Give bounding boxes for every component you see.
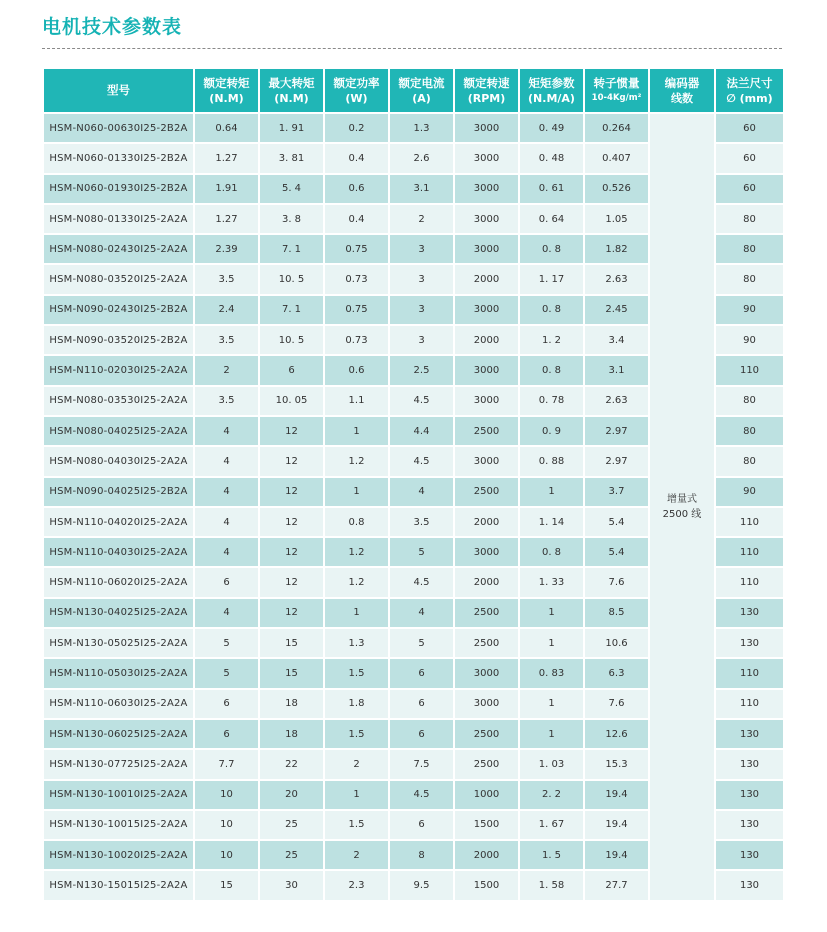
cell-rated-current: 6 — [390, 690, 453, 718]
cell-rated-speed: 2500 — [455, 417, 518, 445]
cell-torque-constant: 1 — [520, 599, 583, 627]
cell-max-torque: 20 — [260, 781, 323, 809]
cell-flange-size: 130 — [716, 599, 783, 627]
cell-rated-torque: 4 — [195, 447, 258, 475]
cell-model: HSM-N110-06020I25-2A2A — [44, 568, 193, 596]
cell-rotor-inertia: 3.7 — [585, 478, 648, 506]
cell-max-torque: 10. 05 — [260, 387, 323, 415]
cell-rated-current: 3 — [390, 235, 453, 263]
cell-rated-power: 0.6 — [325, 175, 388, 203]
cell-rated-current: 2.6 — [390, 144, 453, 172]
cell-max-torque: 5. 4 — [260, 175, 323, 203]
cell-model: HSM-N090-02430I25-2B2A — [44, 296, 193, 324]
cell-rated-speed: 2500 — [455, 720, 518, 748]
cell-max-torque: 1. 91 — [260, 114, 323, 142]
header-max-torque: 最大转矩 (N.M) — [260, 69, 323, 112]
cell-rated-speed: 2500 — [455, 629, 518, 657]
cell-flange-size: 80 — [716, 205, 783, 233]
cell-rated-current: 4 — [390, 599, 453, 627]
cell-rated-torque: 6 — [195, 568, 258, 596]
cell-model: HSM-N130-10015I25-2A2A — [44, 811, 193, 839]
cell-rated-current: 4.4 — [390, 417, 453, 445]
cell-rated-current: 8 — [390, 841, 453, 869]
cell-rated-speed: 2500 — [455, 750, 518, 778]
cell-torque-constant: 0. 83 — [520, 659, 583, 687]
cell-rated-speed: 2500 — [455, 599, 518, 627]
cell-flange-size: 90 — [716, 326, 783, 354]
cell-torque-constant: 1 — [520, 478, 583, 506]
cell-flange-size: 80 — [716, 265, 783, 293]
cell-rotor-inertia: 2.63 — [585, 265, 648, 293]
cell-torque-constant: 1. 17 — [520, 265, 583, 293]
cell-torque-constant: 1. 58 — [520, 871, 583, 899]
cell-model: HSM-N080-02430I25-2A2A — [44, 235, 193, 263]
cell-torque-constant: 0. 8 — [520, 296, 583, 324]
cell-rated-torque: 6 — [195, 690, 258, 718]
cell-rotor-inertia: 6.3 — [585, 659, 648, 687]
cell-flange-size: 130 — [716, 629, 783, 657]
cell-rated-speed: 3000 — [455, 175, 518, 203]
cell-max-torque: 12 — [260, 538, 323, 566]
cell-rated-current: 6 — [390, 659, 453, 687]
cell-rotor-inertia: 12.6 — [585, 720, 648, 748]
cell-rated-torque: 15 — [195, 871, 258, 899]
cell-max-torque: 15 — [260, 659, 323, 687]
cell-rated-torque: 10 — [195, 811, 258, 839]
cell-rotor-inertia: 2.97 — [585, 417, 648, 445]
cell-torque-constant: 0. 8 — [520, 538, 583, 566]
cell-flange-size: 80 — [716, 447, 783, 475]
cell-model: HSM-N080-01330I25-2A2A — [44, 205, 193, 233]
cell-model: HSM-N090-04025I25-2B2A — [44, 478, 193, 506]
cell-rated-power: 1.1 — [325, 387, 388, 415]
cell-rated-current: 2 — [390, 205, 453, 233]
cell-rated-speed: 2000 — [455, 508, 518, 536]
cell-rotor-inertia: 27.7 — [585, 871, 648, 899]
cell-flange-size: 130 — [716, 750, 783, 778]
cell-flange-size: 110 — [716, 538, 783, 566]
cell-torque-constant: 1. 33 — [520, 568, 583, 596]
cell-max-torque: 3. 81 — [260, 144, 323, 172]
cell-rotor-inertia: 2.45 — [585, 296, 648, 324]
cell-torque-constant: 0. 88 — [520, 447, 583, 475]
cell-rated-power: 1.8 — [325, 690, 388, 718]
cell-max-torque: 3. 8 — [260, 205, 323, 233]
cell-flange-size: 110 — [716, 659, 783, 687]
cell-rotor-inertia: 1.05 — [585, 205, 648, 233]
cell-rated-speed: 3000 — [455, 114, 518, 142]
motor-spec-table — [42, 67, 785, 902]
cell-rated-speed: 2000 — [455, 326, 518, 354]
cell-rotor-inertia: 0.526 — [585, 175, 648, 203]
cell-rated-power: 2 — [325, 841, 388, 869]
cell-model: HSM-N080-04030I25-2A2A — [44, 447, 193, 475]
cell-rated-speed: 3000 — [455, 690, 518, 718]
cell-flange-size: 110 — [716, 508, 783, 536]
cell-rated-power: 0.4 — [325, 205, 388, 233]
cell-flange-size: 60 — [716, 175, 783, 203]
cell-max-torque: 22 — [260, 750, 323, 778]
cell-model: HSM-N130-05025I25-2A2A — [44, 629, 193, 657]
cell-rated-power: 1.2 — [325, 568, 388, 596]
cell-torque-constant: 0. 61 — [520, 175, 583, 203]
cell-max-torque: 12 — [260, 568, 323, 596]
cell-rotor-inertia: 19.4 — [585, 841, 648, 869]
cell-rated-speed: 2000 — [455, 568, 518, 596]
cell-rotor-inertia: 3.1 — [585, 356, 648, 384]
header-model: 型号 — [44, 69, 193, 112]
cell-rated-speed: 2500 — [455, 478, 518, 506]
header-rotor-inertia: 转子惯量 10-4Kg/m² — [585, 69, 648, 112]
header-rated-speed: 额定转速 (RPM) — [455, 69, 518, 112]
cell-rated-current: 9.5 — [390, 871, 453, 899]
title-divider — [42, 48, 782, 49]
cell-rated-power: 1.2 — [325, 538, 388, 566]
cell-model: HSM-N090-03520I25-2B2A — [44, 326, 193, 354]
cell-flange-size: 130 — [716, 811, 783, 839]
cell-model: HSM-N060-00630I25-2B2A — [44, 114, 193, 142]
cell-rotor-inertia: 19.4 — [585, 781, 648, 809]
cell-rated-current: 3 — [390, 265, 453, 293]
cell-torque-constant: 0. 49 — [520, 114, 583, 142]
cell-torque-constant: 1. 67 — [520, 811, 583, 839]
cell-model: HSM-N110-05030I25-2A2A — [44, 659, 193, 687]
cell-rated-torque: 7.7 — [195, 750, 258, 778]
cell-rotor-inertia: 7.6 — [585, 690, 648, 718]
cell-rated-torque: 5 — [195, 629, 258, 657]
cell-rated-power: 1.3 — [325, 629, 388, 657]
cell-max-torque: 18 — [260, 690, 323, 718]
cell-rotor-inertia: 2.97 — [585, 447, 648, 475]
cell-flange-size: 110 — [716, 356, 783, 384]
cell-rated-torque: 1.27 — [195, 205, 258, 233]
cell-torque-constant: 0. 8 — [520, 356, 583, 384]
cell-rated-speed: 1000 — [455, 781, 518, 809]
cell-rated-current: 3 — [390, 326, 453, 354]
cell-rotor-inertia: 0.407 — [585, 144, 648, 172]
cell-rated-current: 3 — [390, 296, 453, 324]
cell-rated-power: 0.6 — [325, 356, 388, 384]
cell-rated-torque: 5 — [195, 659, 258, 687]
cell-rotor-inertia: 5.4 — [585, 538, 648, 566]
cell-max-torque: 12 — [260, 508, 323, 536]
cell-rated-torque: 2.4 — [195, 296, 258, 324]
cell-rated-power: 0.73 — [325, 265, 388, 293]
cell-rated-torque: 4 — [195, 417, 258, 445]
cell-rated-current: 4.5 — [390, 387, 453, 415]
cell-torque-constant: 1. 14 — [520, 508, 583, 536]
cell-rated-torque: 3.5 — [195, 387, 258, 415]
cell-max-torque: 15 — [260, 629, 323, 657]
cell-rotor-inertia: 1.82 — [585, 235, 648, 263]
cell-rated-current: 3.5 — [390, 508, 453, 536]
cell-max-torque: 12 — [260, 417, 323, 445]
cell-rated-current: 2.5 — [390, 356, 453, 384]
cell-torque-constant: 0. 8 — [520, 235, 583, 263]
cell-model: HSM-N130-07725I25-2A2A — [44, 750, 193, 778]
cell-rated-power: 0.73 — [325, 326, 388, 354]
cell-rotor-inertia: 15.3 — [585, 750, 648, 778]
cell-flange-size: 130 — [716, 841, 783, 869]
header-rated-power: 额定功率 (W) — [325, 69, 388, 112]
cell-model: HSM-N080-03520I25-2A2A — [44, 265, 193, 293]
cell-rated-power: 2.3 — [325, 871, 388, 899]
cell-flange-size: 80 — [716, 417, 783, 445]
cell-flange-size: 90 — [716, 296, 783, 324]
cell-max-torque: 25 — [260, 811, 323, 839]
cell-rated-power: 1 — [325, 781, 388, 809]
cell-rated-power: 0.4 — [325, 144, 388, 172]
header-row — [44, 69, 783, 112]
cell-model: HSM-N130-15015I25-2A2A — [44, 871, 193, 899]
cell-rated-torque: 1.91 — [195, 175, 258, 203]
cell-rated-power: 1.5 — [325, 659, 388, 687]
cell-max-torque: 25 — [260, 841, 323, 869]
cell-flange-size: 130 — [716, 781, 783, 809]
cell-rated-power: 1 — [325, 478, 388, 506]
cell-rated-speed: 3000 — [455, 538, 518, 566]
cell-model: HSM-N110-06030I25-2A2A — [44, 690, 193, 718]
cell-rated-power: 1 — [325, 417, 388, 445]
cell-rated-speed: 3000 — [455, 144, 518, 172]
cell-rated-torque: 2 — [195, 356, 258, 384]
cell-rated-power: 0.75 — [325, 296, 388, 324]
cell-torque-constant: 0. 48 — [520, 144, 583, 172]
cell-rated-torque: 2.39 — [195, 235, 258, 263]
cell-model: HSM-N060-01330I25-2B2A — [44, 144, 193, 172]
cell-rated-torque: 4 — [195, 599, 258, 627]
cell-rated-current: 3.1 — [390, 175, 453, 203]
cell-flange-size: 130 — [716, 720, 783, 748]
cell-encoder-type: 增量式 2500 线 — [650, 114, 714, 900]
cell-flange-size: 130 — [716, 871, 783, 899]
cell-max-torque: 18 — [260, 720, 323, 748]
cell-max-torque: 10. 5 — [260, 265, 323, 293]
cell-rotor-inertia: 8.5 — [585, 599, 648, 627]
cell-rotor-inertia: 5.4 — [585, 508, 648, 536]
cell-rated-torque: 4 — [195, 508, 258, 536]
cell-rated-speed: 3000 — [455, 659, 518, 687]
cell-rated-torque: 4 — [195, 478, 258, 506]
cell-rated-current: 4 — [390, 478, 453, 506]
cell-torque-constant: 0. 64 — [520, 205, 583, 233]
cell-rated-power: 0.75 — [325, 235, 388, 263]
cell-rated-current: 1.3 — [390, 114, 453, 142]
cell-rated-power: 1.5 — [325, 811, 388, 839]
cell-rated-speed: 3000 — [455, 205, 518, 233]
cell-torque-constant: 1 — [520, 720, 583, 748]
cell-flange-size: 80 — [716, 235, 783, 263]
cell-rated-current: 5 — [390, 629, 453, 657]
cell-rated-speed: 3000 — [455, 235, 518, 263]
cell-rated-current: 6 — [390, 720, 453, 748]
cell-torque-constant: 1 — [520, 690, 583, 718]
cell-rated-speed: 3000 — [455, 296, 518, 324]
cell-rated-power: 0.8 — [325, 508, 388, 536]
cell-model: HSM-N060-01930I25-2B2A — [44, 175, 193, 203]
cell-rated-power: 2 — [325, 750, 388, 778]
cell-max-torque: 30 — [260, 871, 323, 899]
cell-rated-torque: 6 — [195, 720, 258, 748]
cell-max-torque: 12 — [260, 478, 323, 506]
cell-torque-constant: 1 — [520, 629, 583, 657]
cell-torque-constant: 1. 5 — [520, 841, 583, 869]
page-title: 电机技术参数表 — [42, 16, 183, 38]
table-row — [44, 114, 783, 142]
cell-model: HSM-N110-04030I25-2A2A — [44, 538, 193, 566]
cell-rated-torque: 3.5 — [195, 326, 258, 354]
cell-torque-constant: 1. 03 — [520, 750, 583, 778]
cell-model: HSM-N110-04020I25-2A2A — [44, 508, 193, 536]
cell-rated-speed: 3000 — [455, 387, 518, 415]
cell-rated-torque: 10 — [195, 841, 258, 869]
cell-rated-torque: 0.64 — [195, 114, 258, 142]
cell-torque-constant: 2. 2 — [520, 781, 583, 809]
cell-rated-speed: 2000 — [455, 265, 518, 293]
cell-rated-current: 4.5 — [390, 568, 453, 596]
cell-rated-speed: 3000 — [455, 356, 518, 384]
cell-rotor-inertia: 7.6 — [585, 568, 648, 596]
cell-model: HSM-N080-03530I25-2A2A — [44, 387, 193, 415]
cell-max-torque: 7. 1 — [260, 296, 323, 324]
cell-rotor-inertia: 10.6 — [585, 629, 648, 657]
cell-rated-current: 4.5 — [390, 781, 453, 809]
cell-flange-size: 80 — [716, 387, 783, 415]
cell-model: HSM-N130-04025I25-2A2A — [44, 599, 193, 627]
cell-model: HSM-N130-10020I25-2A2A — [44, 841, 193, 869]
cell-model: HSM-N130-06025I25-2A2A — [44, 720, 193, 748]
cell-rotor-inertia: 3.4 — [585, 326, 648, 354]
cell-model: HSM-N130-10010I25-2A2A — [44, 781, 193, 809]
header-flange-size: 法兰尺寸 ∅ (mm) — [716, 69, 783, 112]
cell-max-torque: 12 — [260, 599, 323, 627]
cell-rated-current: 6 — [390, 811, 453, 839]
cell-rated-power: 0.2 — [325, 114, 388, 142]
cell-rated-torque: 3.5 — [195, 265, 258, 293]
cell-torque-constant: 0. 78 — [520, 387, 583, 415]
cell-torque-constant: 1. 2 — [520, 326, 583, 354]
cell-flange-size: 60 — [716, 144, 783, 172]
cell-rated-torque: 10 — [195, 781, 258, 809]
header-encoder-lines: 编码器 线数 — [650, 69, 714, 112]
cell-max-torque: 12 — [260, 447, 323, 475]
cell-max-torque: 10. 5 — [260, 326, 323, 354]
cell-rated-power: 1.5 — [325, 720, 388, 748]
cell-rated-current: 5 — [390, 538, 453, 566]
cell-rated-power: 1.2 — [325, 447, 388, 475]
cell-flange-size: 110 — [716, 690, 783, 718]
cell-rated-torque: 1.27 — [195, 144, 258, 172]
cell-torque-constant: 0. 9 — [520, 417, 583, 445]
cell-max-torque: 7. 1 — [260, 235, 323, 263]
cell-flange-size: 110 — [716, 568, 783, 596]
header-rated-torque: 额定转矩 (N.M) — [195, 69, 258, 112]
cell-rated-speed: 2000 — [455, 841, 518, 869]
cell-rated-speed: 3000 — [455, 447, 518, 475]
cell-rated-speed: 1500 — [455, 811, 518, 839]
cell-rotor-inertia: 2.63 — [585, 387, 648, 415]
cell-rotor-inertia: 19.4 — [585, 811, 648, 839]
header-torque-constant: 矩矩参数 (N.M/A) — [520, 69, 583, 112]
cell-flange-size: 60 — [716, 114, 783, 142]
cell-model: HSM-N080-04025I25-2A2A — [44, 417, 193, 445]
cell-rated-speed: 1500 — [455, 871, 518, 899]
cell-flange-size: 90 — [716, 478, 783, 506]
header-rated-current: 额定电流 (A) — [390, 69, 453, 112]
cell-rated-current: 4.5 — [390, 447, 453, 475]
cell-rated-power: 1 — [325, 599, 388, 627]
cell-rated-current: 7.5 — [390, 750, 453, 778]
cell-max-torque: 6 — [260, 356, 323, 384]
cell-model: HSM-N110-02030I25-2A2A — [44, 356, 193, 384]
cell-rotor-inertia: 0.264 — [585, 114, 648, 142]
cell-rated-torque: 4 — [195, 538, 258, 566]
